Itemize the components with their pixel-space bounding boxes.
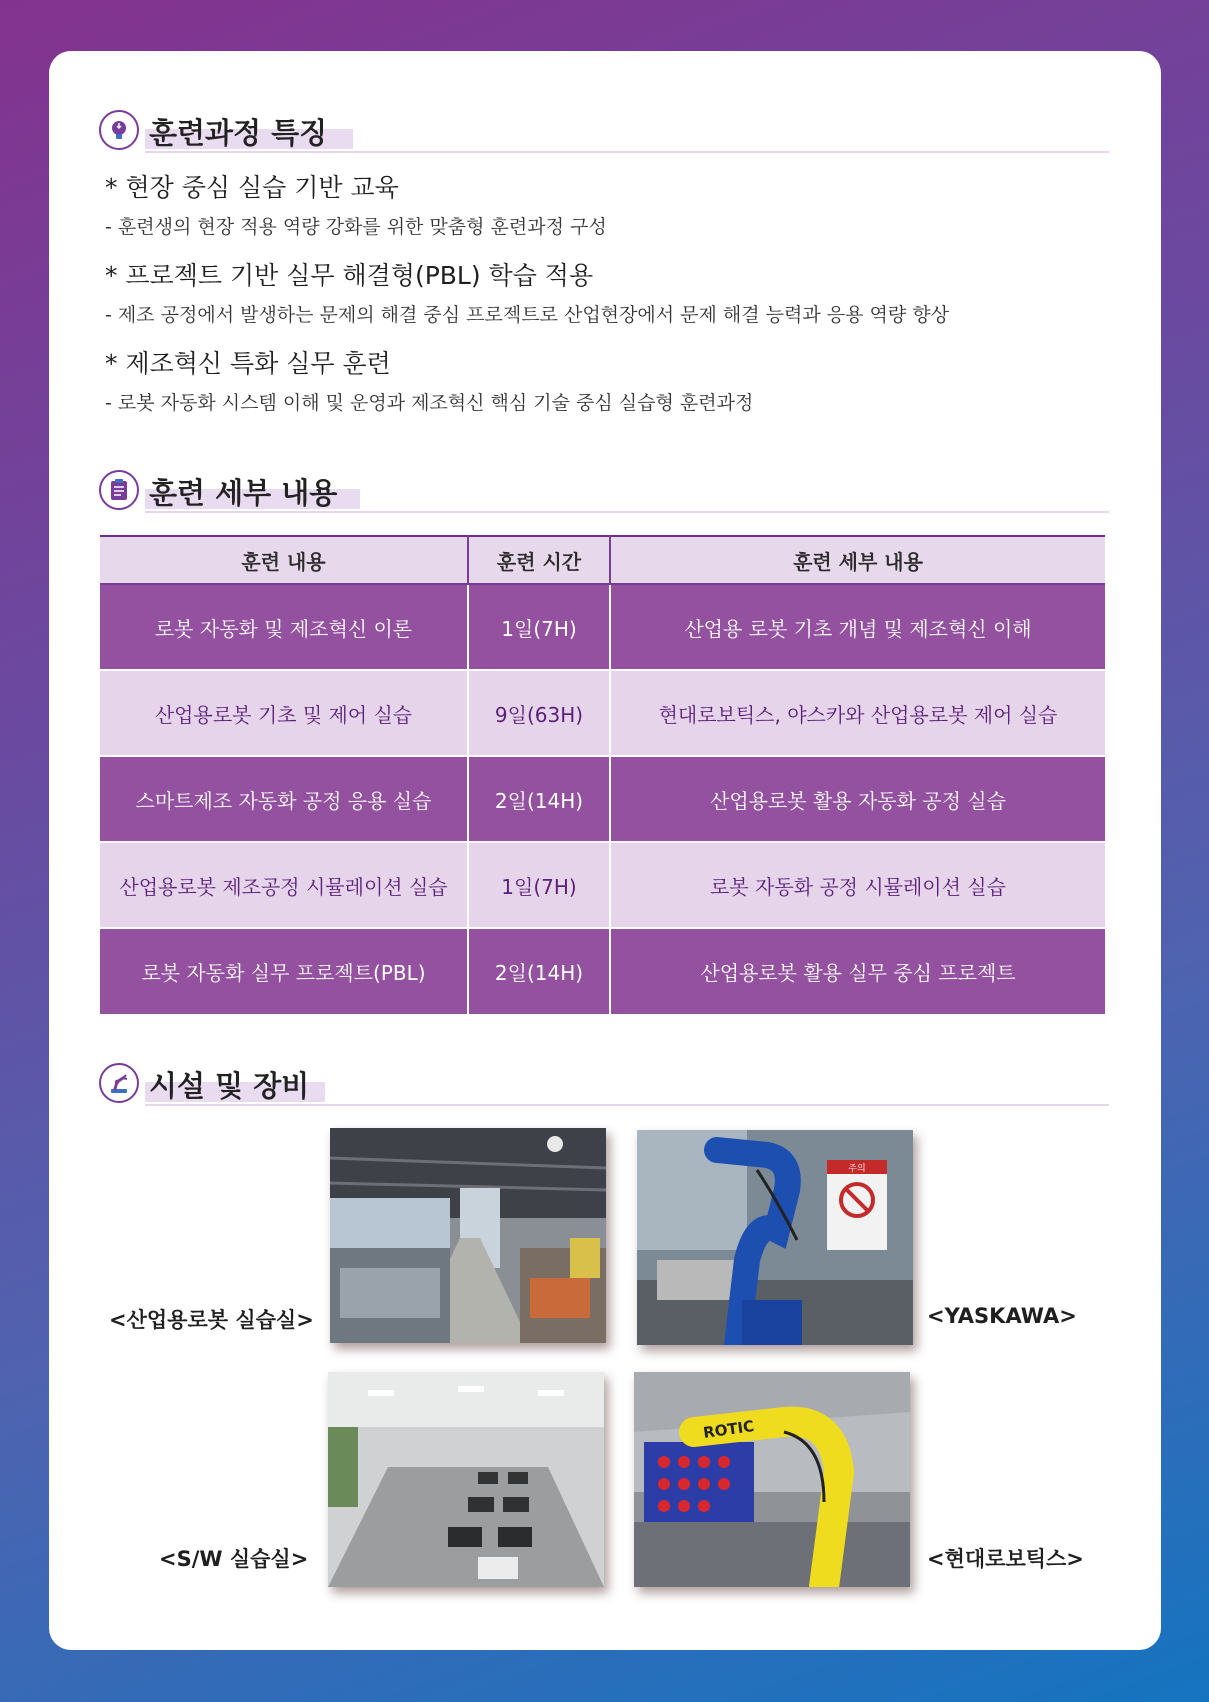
- robot-lab-photo: [330, 1128, 606, 1343]
- photo-caption: <산업용로봇 실습실>: [109, 1308, 314, 1332]
- feature-description: - 제조 공정에서 발생하는 문제의 해결 중심 프로젝트로 산업현장에서 문제 해결 능력과 응용 역량 향상: [105, 304, 949, 326]
- hyundai-robotics-photo: [634, 1372, 910, 1587]
- feature-title: * 현장 중심 실습 기반 교육: [105, 173, 399, 202]
- content-card: [49, 51, 1161, 1650]
- sw-lab-photo: [328, 1372, 604, 1587]
- feature-description: - 훈련생의 현장 적용 역량 강화를 위한 맞춤형 훈련과정 구성: [105, 216, 607, 238]
- table-cell: 산업용로봇 활용 실무 중심 프로젝트: [610, 928, 1105, 1014]
- section-title: 훈련과정 특징: [149, 116, 328, 150]
- photo-caption: <YASKAWA>: [927, 1304, 1077, 1328]
- robot-arm-icon: [99, 1063, 139, 1103]
- table-cell: 2일(14H): [468, 756, 610, 842]
- table-row: [100, 842, 1105, 928]
- feature-item: [105, 256, 1105, 327]
- table-cell: 로봇 자동화 및 제조혁신 이론: [100, 584, 468, 670]
- training-detail-table: [100, 535, 1105, 1014]
- table-cell: 2일(14H): [468, 928, 610, 1014]
- section-title: 훈련 세부 내용: [149, 476, 338, 510]
- column-header: 훈련 세부 내용: [610, 536, 1105, 584]
- table-row: [100, 756, 1105, 842]
- clipboard-icon: [99, 470, 139, 510]
- table-header-row: [100, 536, 1105, 584]
- feature-item: [105, 168, 1105, 239]
- photo-caption: <현대로보틱스>: [927, 1547, 1084, 1571]
- features-section-header: [99, 107, 1109, 155]
- table-cell: 산업용로봇 기초 및 제어 실습: [100, 670, 468, 756]
- robot-brand-text: ROTIC: [702, 1417, 756, 1442]
- feature-title: * 제조혁신 특화 실무 훈련: [105, 349, 391, 378]
- table-cell: 현대로보틱스, 야스카와 산업용로봇 제어 실습: [610, 670, 1105, 756]
- sign-text: 주의: [848, 1164, 866, 1174]
- facilities-section-header: [99, 1060, 1109, 1108]
- yaskawa-robot-photo: [637, 1130, 913, 1345]
- feature-item: [105, 344, 1105, 415]
- column-header: 훈련 시간: [468, 536, 610, 584]
- column-header: 훈련 내용: [100, 536, 468, 584]
- table-cell: 스마트제조 자동화 공정 응용 실습: [100, 756, 468, 842]
- details-section-header: [99, 467, 1109, 515]
- table-row: [100, 928, 1105, 1014]
- table-cell: 로봇 자동화 실무 프로젝트(PBL): [100, 928, 468, 1014]
- table-row: [100, 670, 1105, 756]
- feature-description: - 로봇 자동화 시스템 이해 및 운영과 제조혁신 핵심 기술 중심 실습형 훈련과정: [105, 392, 754, 414]
- lightbulb-icon: [99, 110, 139, 150]
- table-cell: 산업용로봇 활용 자동화 공정 실습: [610, 756, 1105, 842]
- section-title: 시설 및 장비: [149, 1069, 310, 1103]
- table-row: [100, 584, 1105, 670]
- photo-caption: <S/W 실습실>: [159, 1547, 309, 1571]
- table-cell: 산업용 로봇 기초 개념 및 제조혁신 이해: [610, 584, 1105, 670]
- table-cell: 로봇 자동화 공정 시뮬레이션 실습: [610, 842, 1105, 928]
- table-cell: 산업용로봇 제조공정 시뮬레이션 실습: [100, 842, 468, 928]
- table-cell: 9일(63H): [468, 670, 610, 756]
- feature-title: * 프로젝트 기반 실무 해결형(PBL) 학습 적용: [105, 261, 594, 290]
- table-cell: 1일(7H): [468, 842, 610, 928]
- table-cell: 1일(7H): [468, 584, 610, 670]
